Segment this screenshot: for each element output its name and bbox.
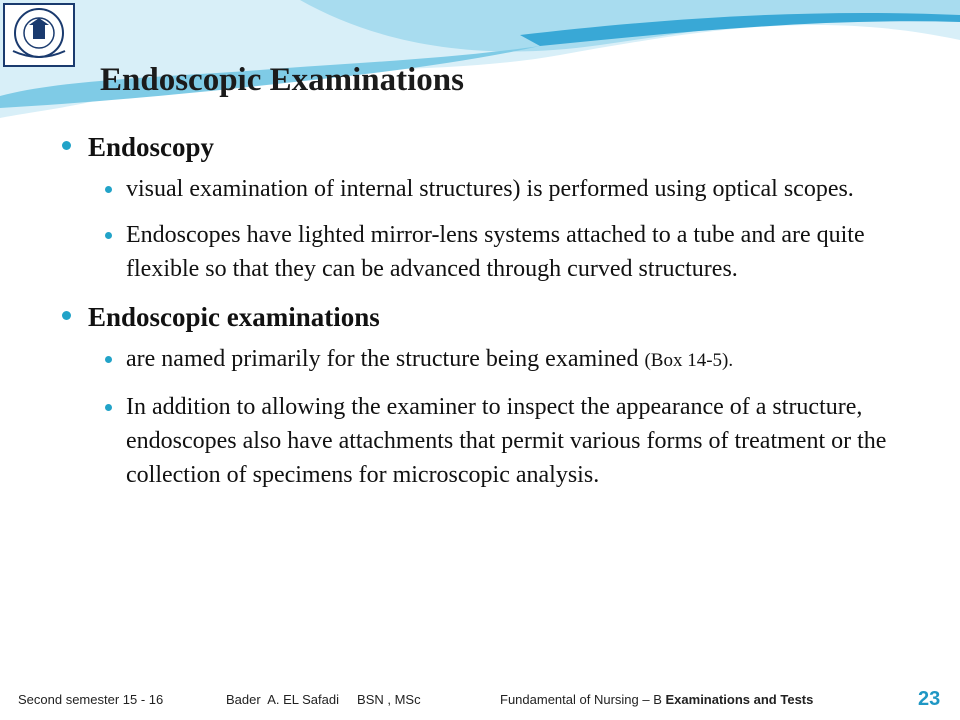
heading-text: Endoscopic examinations: [88, 302, 380, 332]
slide-title: Endoscopic Examinations: [100, 62, 464, 98]
box-reference: (Box 14-5).: [644, 350, 734, 371]
heading-text: Endoscopy: [88, 132, 215, 162]
bullet-text: In addition to allowing the examiner to inspect the appearance of a structure, endoscopes also have attachments that permit various forms of treatment or the collection of specimens for microscopic analysis.: [126, 394, 887, 488]
slide-content: [60, 128, 906, 504]
bullet-icon: [105, 404, 112, 411]
footer-topic: Examinations and Tests: [665, 692, 814, 707]
bullet-icon: [105, 232, 112, 239]
list-item: [60, 218, 906, 286]
bullet-icon: [62, 311, 71, 320]
bullet-main-text: are named primarily for the structure being examined: [126, 346, 639, 372]
bullet-icon: [105, 186, 112, 193]
bullet-text: Endoscopes have lighted mirror-lens systems attached to a tube and are quite flexible so that they can be advanced through curved structures.: [126, 222, 865, 282]
footer-author: Bader A. EL Safadi BSN , MSc: [226, 692, 421, 707]
list-item: [60, 390, 906, 492]
bullet-icon: [62, 141, 71, 150]
bullet-text: visual examination of internal structures) is performed using optical scopes.: [126, 176, 854, 202]
section-heading-endoscopic-examinations: [60, 298, 906, 336]
list-item: [60, 172, 906, 206]
page-number: 23: [918, 688, 941, 710]
bullet-text: [126, 346, 733, 372]
university-seal-icon: [5, 5, 73, 65]
footer-course: Fundamental of Nursing – B: [500, 692, 662, 707]
footer-semester: Second semester 15 - 16: [18, 692, 164, 707]
list-item: [60, 342, 906, 378]
university-logo: [3, 3, 75, 67]
bullet-icon: [105, 356, 112, 363]
section-heading-endoscopy: [60, 128, 906, 166]
footer-course-info: [500, 692, 813, 707]
